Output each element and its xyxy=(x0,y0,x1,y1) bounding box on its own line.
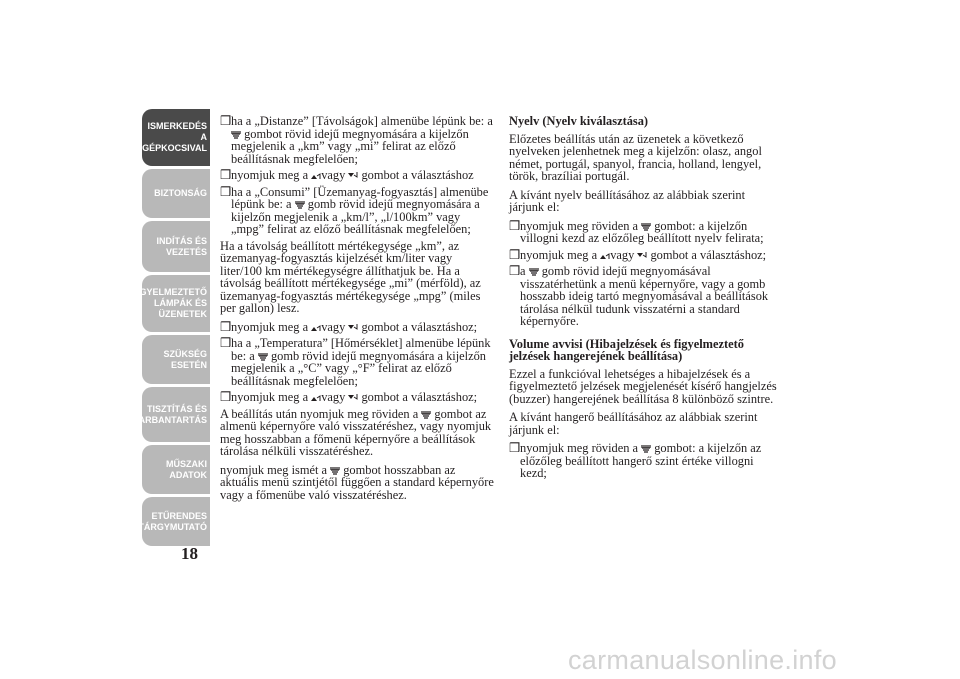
down-button-icon xyxy=(348,323,358,332)
bullet-icon: ❒ xyxy=(220,184,232,199)
tab-figyelmezteto[interactable]: FIGYELMEZTETŐ LÁMPÁK ÉS ÜZENETEK xyxy=(142,275,210,332)
paragraph: A kívánt nyelv beállításához az alábbiak szerint járjunk el: xyxy=(509,187,746,214)
bullet-icon: ❒ xyxy=(220,336,232,350)
page-number: 18 xyxy=(181,544,198,563)
paragraph: A beállítás után nyomjuk meg röviden a gombot az almenü képernyőre való visszatéréshez, vagy nyomjuk meg hosszabban a főmenü képernyőre a beállítások tárolása nélküli visszatéréshez. xyxy=(220,406,492,458)
bullet-icon: ❒ xyxy=(220,319,232,334)
list-item: ❒ a gomb rövid idejű megnyomásával visszatérhetünk a menü képernyőre, vagy a gomb hosszabb ideig tartó megnyomásával a beállítások tárolása nélkül tudunk visszatérni a standard képernyőre. xyxy=(509,264,769,328)
tab-inditas[interactable]: INDÍTÁS ÉS VEZETÉS xyxy=(142,221,210,272)
tab-muszaki[interactable]: MŰSZAKI ADATOK xyxy=(142,445,210,494)
mode-button-icon xyxy=(258,352,268,361)
list-item: ❒ ha a „Distanze” [Távolságok] almenübe lépünk be: a gombot rövid idejű megnyomására a kijelzőn megjelenik a „km” vagy „mi” felirat az előző beállításnak megfelelően; xyxy=(220,114,493,166)
section-heading: Volume avvisi (Hibajelzések és figyelmeztető jelzések hangerejének beállítása) xyxy=(509,336,744,363)
list-item: ❒ nyomjuk meg a vagy gombot a választáshoz; xyxy=(220,390,478,404)
section-heading: Nyelv (Nyelv kiválasztása) xyxy=(509,114,649,128)
down-button-icon xyxy=(348,171,358,180)
list-item: ❒ nyomjuk meg röviden a gombot: a kijelzőn az előzőleg beállított hangerő szint értéke villogni kezd; xyxy=(509,441,762,480)
list-item: ❒ ha a „Temperatura” [Hőmérséklet] almenübe lépünk be: a gomb rövid idejű megnyomására a kijelzőn megjelenik a „°C” vagy „°F” felirat az előző beállításnak megfelelően; xyxy=(220,336,491,388)
bullet-icon: ❒ xyxy=(509,218,521,233)
list-item: ❒ nyomjuk meg röviden a gombot: a kijelzőn villogni kezd az előzőleg beállított nyelv felirata; xyxy=(509,218,764,245)
bullet-icon: ❒ xyxy=(220,390,232,404)
mode-button-icon xyxy=(330,466,340,475)
mode-button-icon xyxy=(421,410,431,419)
tab-biztonsag[interactable]: BIZTONSÁG xyxy=(142,169,210,218)
tab-szukseg[interactable]: SZÜKSÉG ESETÉN xyxy=(142,335,210,384)
tab-tisztitas[interactable]: TISZTÍTÁS ÉS KARBANTARTÁS xyxy=(142,387,210,442)
mode-button-icon xyxy=(641,444,651,453)
down-button-icon xyxy=(348,393,358,402)
list-item: ❒ nyomjuk meg a vagy gombot a választáshoz xyxy=(220,168,474,182)
paragraph: Ha a távolság beállított mértékegysége „km”, az üzemanyag-fogyasztás kijelzését km/liter vagy liter/100 km mértékegységre állíthatjuk be. Ha a távolság beállított mértékegysége „mi” (mérföld), az üzemanyag-fogyasztás mértékegysége „mpg” (miles per gallon) lesz. xyxy=(220,238,481,315)
up-button-icon xyxy=(311,323,321,332)
paragraph: Előzetes beállítás után az üzenetek a következő nyelveken jelenhetnek meg a kijelzőn: olasz, angol német, portugál, spanyol, francia, holland, lengyel, török, brazíliai portugál. xyxy=(509,131,762,183)
bullet-icon: ❒ xyxy=(509,441,521,455)
mode-button-icon xyxy=(641,222,651,231)
watermark: carmanualsonline.info xyxy=(568,645,837,675)
paragraph: Ezzel a funkcióval lehetséges a hibajelzések és a figyelmeztető jelzések megjelenését kísérő hangjelzés (buzzer) hangerejének beállítása 8 különböző szintre. xyxy=(509,366,777,406)
tab-targymutato[interactable]: ETŰRENDES TÁRGYMUTATÓ xyxy=(142,497,210,546)
up-button-icon xyxy=(311,393,321,402)
down-button-icon xyxy=(637,251,647,260)
mode-button-icon xyxy=(529,267,539,276)
list-item: ❒ nyomjuk meg a vagy gombot a választáshoz; xyxy=(220,319,478,334)
left-column xyxy=(220,115,495,507)
paragraph: A kívánt hangerő beállításához az alábbiak szerint járjunk el: xyxy=(509,410,758,437)
tab-ismerkedes[interactable]: ISMERKEDÉS A GÉPKOCSIVAL xyxy=(142,109,210,166)
up-button-icon xyxy=(600,251,610,260)
paragraph: nyomjuk meg ismét a gombot hosszabban az aktuális menü szintjétől függően a standard képernyőre vagy a főmenübe való visszatéréshez. xyxy=(220,462,494,502)
bullet-icon: ❒ xyxy=(509,247,521,262)
mode-button-icon xyxy=(231,130,241,139)
list-item: ❒ ha a „Consumi” [Üzemanyag-fogyasztás] almenübe lépünk be: a gomb rövid idejű megnyomására a kijelzőn megjelenik a „km/l”, „l/100km” vagy „mpg” felirat az előző beállításnak megfelelően; xyxy=(220,184,489,236)
list-item: ❒ nyomjuk meg a vagy gombot a választáshoz; xyxy=(509,247,767,262)
mode-button-icon xyxy=(295,200,305,209)
bullet-icon: ❒ xyxy=(220,168,232,182)
bullet-icon: ❒ xyxy=(220,114,232,128)
up-button-icon xyxy=(311,171,321,180)
bullet-icon: ❒ xyxy=(509,264,521,278)
right-column xyxy=(509,115,777,484)
